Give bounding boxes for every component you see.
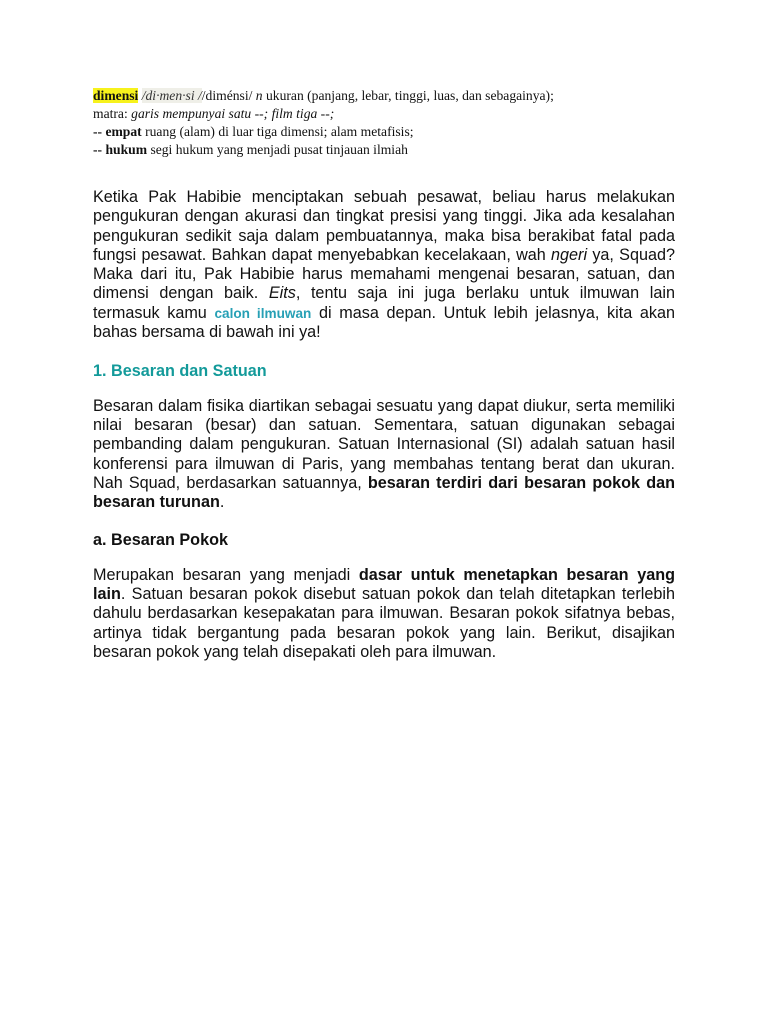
- intro-text-a: Ketika Pak Habibie menciptakan sebuah pesawat, beliau harus melakukan pengukuran dengan akurasi dan tingkat presisi yang tinggi. Jika ada kesalahan pengukuran sedikit saja dalam pembuatannya, maka bisa berakibat fatal pada fungsi pesawat. Bahkan dapat menyebabkan kecelakaan, wah: [93, 188, 675, 264]
- section-a-paragraph: [93, 566, 675, 662]
- dictionary-line-1: [93, 87, 693, 105]
- hukum-label: -- hukum: [93, 142, 148, 157]
- empat-label: -- empat: [93, 124, 142, 139]
- section-a-bold: dasar untuk menetapkan besaran yang lain: [93, 565, 675, 604]
- section-a-text-a: Merupakan besaran yang menjadi: [93, 565, 359, 584]
- section-1-text-b: .: [219, 493, 225, 512]
- matra-label: matra:: [93, 106, 128, 121]
- empat-text: ruang (alam) di luar tiga dimensi; alam metafisis;: [145, 124, 414, 139]
- section-1-heading: 1. Besaran dan Satuan: [93, 362, 267, 381]
- part-of-speech: n: [255, 88, 263, 103]
- matra-example: garis mempunyai satu --; film tiga --;: [131, 106, 335, 121]
- intro-text-c: , tentu saja ini juga berlaku untuk ilmuwan lain termasuk kamu: [93, 284, 675, 322]
- section-1-text-a: Besaran dalam fisika diartikan sebagai sesuatu yang dapat diukur, serta memiliki nilai besaran (besar) dan satuan. Sementara, satuan digunakan sebagai pembanding dalam pengukuran. Satuan Internasional (SI) adalah satuan hasil konferensi para ilmuwan di Paris, yang membahas tentang berat dan ukuran. Nah Squad, berdasarkan satuannya,: [93, 396, 675, 492]
- section-a-text-b: . Satuan besaran pokok disebut satuan pokok dan telah ditetapkan terlebih dahulu berdasarkan kesepakatan para ilmuwan. Besaran pokok sifatnya bebas, artinya tidak bergantung pada besaran pokok yang lain. Berikut, disajikan besaran pokok yang telah disepakati oleh para ilmuwan.: [93, 585, 675, 661]
- dictionary-line-4: [93, 141, 693, 159]
- intro-text-b: ya, Squad? Maka dari itu, Pak Habibie harus memahami mengenai besaran, satuan, dan dimensi dengan baik.: [93, 245, 675, 303]
- section-1-paragraph: [93, 397, 675, 513]
- dictionary-line-3: [93, 123, 693, 141]
- section-1-bold: besaran terdiri dari besaran pokok dan besaran turunan: [93, 473, 675, 512]
- intro-ngeri: ngeri: [551, 245, 588, 264]
- dictionary-line-2: [93, 105, 693, 123]
- intro-eits: Eits: [268, 284, 296, 303]
- calon-ilmuwan-link[interactable]: calon ilmuwan: [214, 305, 312, 321]
- dictionary-entry: [93, 87, 693, 159]
- definition: ukuran (panjang, lebar, tinggi, luas, dan sebagainya);: [266, 88, 554, 103]
- hukum-text: segi hukum yang menjadi pusat tinjauan ilmiah: [150, 142, 408, 157]
- intro-paragraph: [93, 188, 675, 342]
- syllabification: /di·men·si /: [141, 88, 202, 103]
- intro-text-d: di masa depan. Untuk lebih jelasnya, kita akan bahas bersama di bawah ini ya!: [93, 303, 675, 342]
- pronunciation: /diménsi/: [201, 88, 253, 103]
- article-body: [93, 188, 675, 680]
- section-a-heading: a. Besaran Pokok: [93, 531, 228, 550]
- headword: dimensi: [93, 88, 139, 103]
